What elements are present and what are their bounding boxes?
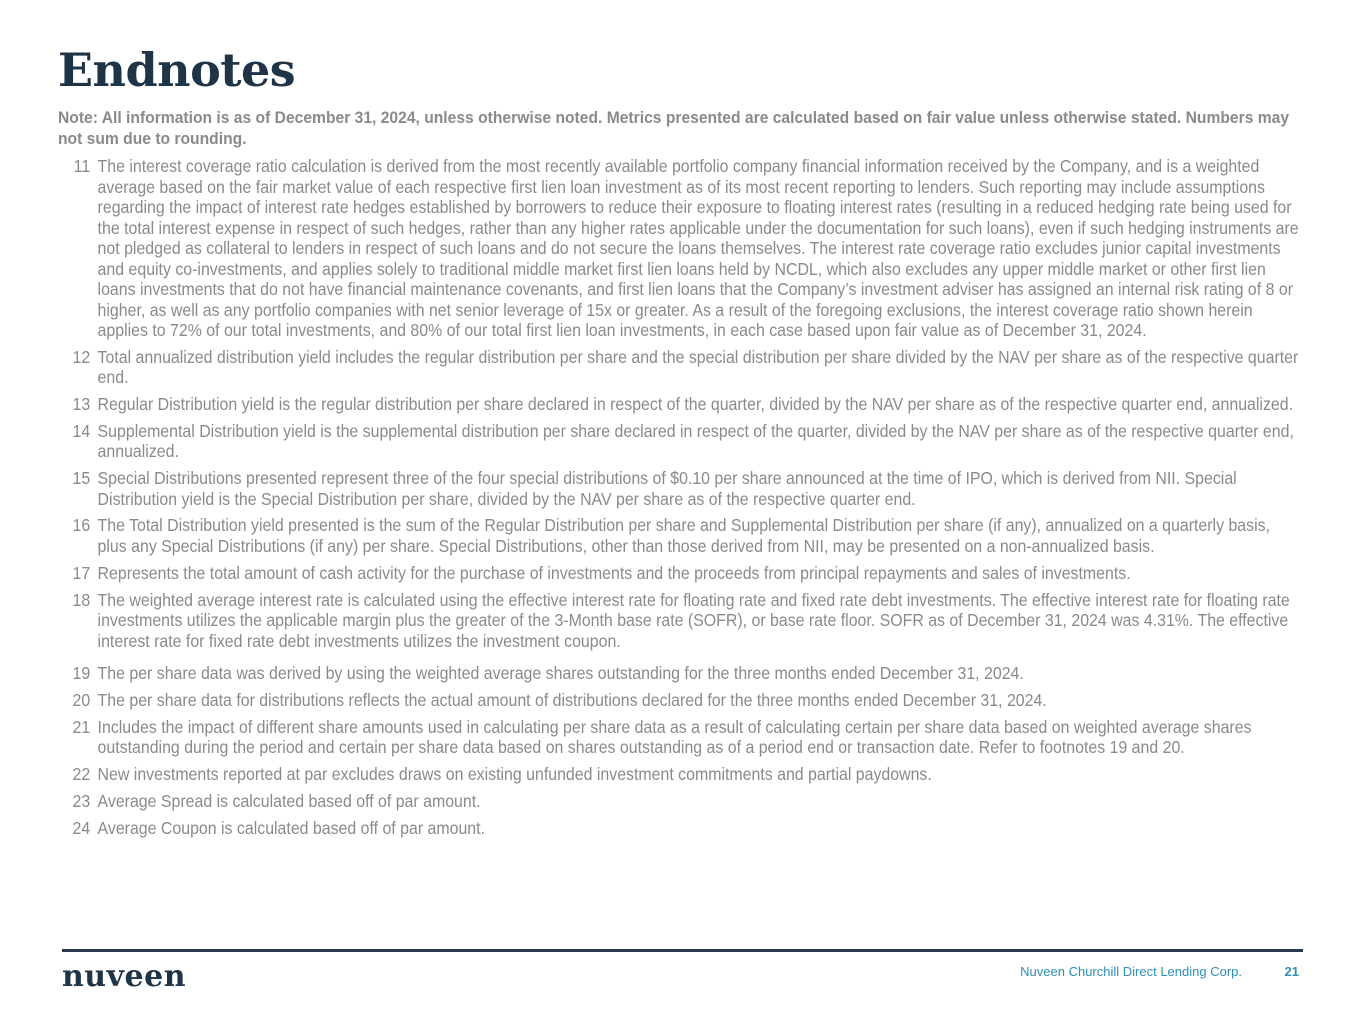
endnote-12 <box>58 347 1308 388</box>
nuveen-logo: nuveen <box>62 959 187 994</box>
endnote-22 <box>58 764 1308 785</box>
endnote-text: Includes the impact of different share amounts used in calculating per share data as a result of calculating certain per share data based on weighted average shares outstanding during the period and certain per share data based on shares outstanding as of a period end or transaction date. Refer to footnotes 19 and 20. <box>97 716 1252 758</box>
endnote-number: 12 <box>72 346 91 367</box>
endnote-21 <box>58 717 1308 758</box>
endnote-14 <box>58 421 1308 462</box>
endnote-number: 23 <box>72 790 91 811</box>
endnote-text: The Total Distribution yield presented is the sum of the Regular Distribution per share and Supplemental Distribution per share (if any), annualized on a quarterly basis, plus any Special Distributions (if any) per share. Special Distributions, other than those derived from NII, may be presented on a non-annualized basis. <box>97 515 1270 556</box>
endnote-number: 18 <box>72 589 91 610</box>
endnote-text: New investments reported at par excludes draws on existing unfunded investment commitments and partial paydowns. <box>97 763 932 784</box>
general-note: Note: All information is as of December 31, 2024, unless otherwise noted. Metrics presented are calculated based on fair value unless otherwise stated. Numbers may not sum due to rounding. <box>58 108 1290 148</box>
endnote-text: Total annualized distribution yield includes the regular distribution per share and the special distribution per share divided by the NAV per share as of the respective quarter end. <box>97 346 1299 388</box>
endnote-number: 17 <box>72 562 91 583</box>
endnote-number: 21 <box>72 716 91 737</box>
endnote-text: Regular Distribution yield is the regular distribution per share declared in respect of the quarter, divided by the NAV per share as of the respective quarter end, annualized. <box>97 394 1293 415</box>
endnote-text: The interest coverage ratio calculation is derived from the most recently available portfolio company financial information received by the Company, and is a weighted average based on the fair market value of each respective first lien loan investment as of its most recent reporting to lenders. Such reporting may include assumptions regarding the impact of interest rate hedges established by borrowers to reduce their exposure to floating interest rates (resulting in a reduced hedging rate being used for the total interest expense in respect of such hedges, rather than any higher rates applicable under the documentation for such loans), even if such hedging instruments are not pledged as collateral to lenders in respect of such loans and do not secure the loans themselves. The interest rate coverage ratio excludes junior capital investments and equity co-investments, and applies solely to traditional middle market first lien loans held by NCDL, which also excludes any upper middle market or other first lien loans investments that do not have financial maintenance covenants, and first lien loans that the Company’s investment adviser has assigned an internal risk rating of 8 or higher, as well as any portfolio companies with net senior leverage of 15x or greater. As a result of the foregoing exclusions, the interest coverage ratio shown herein applies to 72% of our total investments, and 80% of our total first lien loan investments, in each case based upon fair value as of December 31, 2024. <box>97 156 1299 340</box>
endnote-24 <box>58 818 1308 839</box>
page-title: Endnotes <box>58 43 296 97</box>
endnote-17 <box>58 563 1308 584</box>
endnote-number: 19 <box>72 663 91 684</box>
endnote-20 <box>58 690 1308 711</box>
endnote-text: Represents the total amount of cash activity for the purchase of investments and the proceeds from principal repayments and sales of investments. <box>97 562 1131 583</box>
endnote-number: 14 <box>72 420 91 441</box>
endnote-11 <box>58 156 1308 341</box>
endnote-text: Average Coupon is calculated based off of par amount. <box>97 817 485 838</box>
endnote-18 <box>58 590 1308 652</box>
endnote-19 <box>58 663 1308 684</box>
endnote-number: 15 <box>72 468 91 489</box>
footer-divider <box>62 949 1303 952</box>
endnote-number: 24 <box>72 817 91 838</box>
endnote-text: The per share data for distributions reflects the actual amount of distributions declared for the three months ended December 31, 2024. <box>97 689 1047 710</box>
endnote-15 <box>58 468 1308 509</box>
endnotes-list <box>58 156 1308 844</box>
endnote-number: 22 <box>72 763 91 784</box>
endnote-number: 11 <box>73 156 91 176</box>
endnote-23 <box>58 791 1308 812</box>
company-name: Nuveen Churchill Direct Lending Corp. <box>1020 964 1242 979</box>
endnote-16 <box>58 515 1308 556</box>
endnote-text: Average Spread is calculated based off of par amount. <box>97 790 481 811</box>
endnote-text: Supplemental Distribution yield is the supplemental distribution per share declared in respect of the quarter, divided by the NAV per share as of the respective quarter end, annualized. <box>97 420 1294 462</box>
endnote-13 <box>58 394 1308 415</box>
endnote-number: 20 <box>72 689 91 710</box>
endnote-text: The weighted average interest rate is calculated using the effective interest rate for floating rate and fixed rate debt investments. The effective interest rate for floating rate investments utilizes the applicable margin plus the greater of the 3-Month base rate (SOFR), or base rate floor. SOFR as of December 31, 2024 was 4.31%. The effective interest rate for fixed rate debt investments utilizes the investment coupon. <box>97 589 1290 651</box>
page-number: 21 <box>1284 964 1299 979</box>
endnote-text: The per share data was derived by using the weighted average shares outstanding for the three months ended December 31, 2024. <box>97 663 1024 684</box>
endnote-number: 13 <box>72 394 91 415</box>
endnote-number: 16 <box>72 515 91 536</box>
endnote-text: Special Distributions presented represent three of the four special distributions of $0.10 per share announced at the time of IPO, which is derived from NII. Special Distribution yield is the Special Distribution per share, divided by the NAV per share as of the respective quarter end. <box>97 468 1237 509</box>
